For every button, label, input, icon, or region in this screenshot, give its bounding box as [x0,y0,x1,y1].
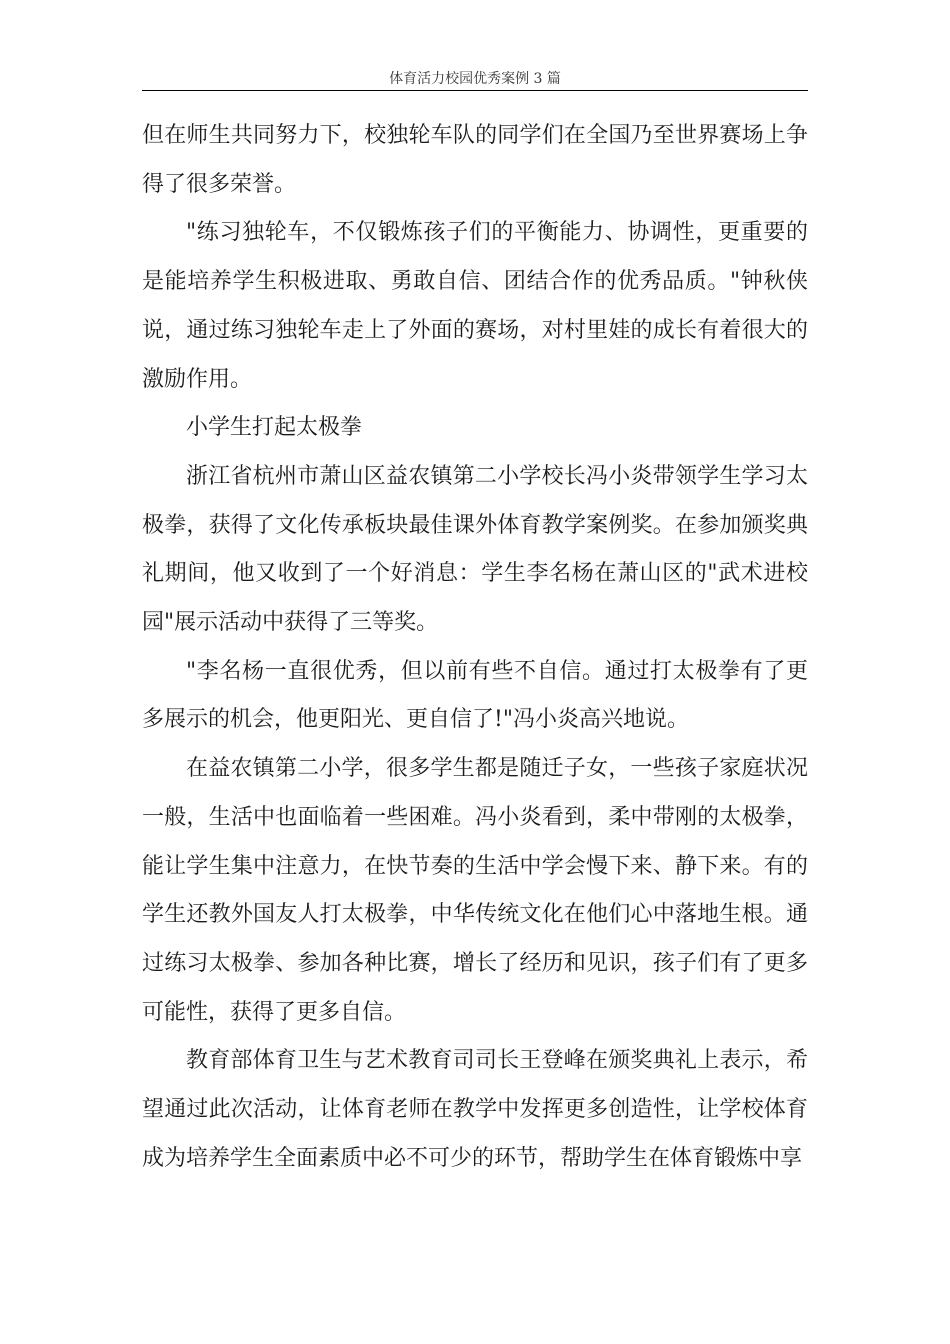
section-heading: 小学生打起太极拳 [186,415,363,441]
paragraph: "李名杨一直很优秀，但以前有些不自信。通过打太极拳有了更多展示的机会，他更阳光、更自信了!"冯小炎高兴地说。 [142,658,808,733]
paragraph: 在益农镇第二小学，很多学生都是随迁子女，一些孩子家庭状况一般，生活中也面临着一些困难。冯小炎看到，柔中带刚的太极拳，能让学生集中注意力，在快节奏的生活中学会慢下来、静下来。有的学生还教外国友人打太极拳，中华传统文化在他们心中落地生根。通过练习太极拳、参加各种比赛，增长了经历和见识，孩子们有了更多可能性，获得了更多自信。 [142,756,808,1025]
paragraph: 浙江省杭州市萧山区益农镇第二小学校长冯小炎带领学生学习太极拳，获得了文化传承板块最佳课外体育教学案例奖。在参加颁奖典礼期间，他又收到了一个好消息：学生李名杨在萧山区的"武术进校园"展示活动中获得了三等奖。 [142,463,808,636]
header-title: 体育活力校园优秀案例 3 篇 [389,71,561,87]
document-body [142,112,808,1183]
paragraph: "练习独轮车，不仅锻炼孩子们的平衡能力、协调性，更重要的是能培养学生积极进取、勇敢自信、团结合作的优秀品质。"钟秋侠说，通过练习独轮车走上了外面的赛场，对村里娃的成长有着很大的激励作用。 [142,220,808,392]
paragraph: 但在师生共同努力下，校独轮车队的同学们在全国乃至世界赛场上争得了很多荣誉。 [142,123,808,197]
page-header [142,68,808,91]
paragraph: 教育部体育卫生与艺术教育司司长王登峰在颁奖典礼上表示，希望通过此次活动，让体育老师在教学中发挥更多创造性，让学校体育成为培养学生全面素质中必不可少的环节，帮助学生在体育锻炼中享 [142,1048,808,1171]
